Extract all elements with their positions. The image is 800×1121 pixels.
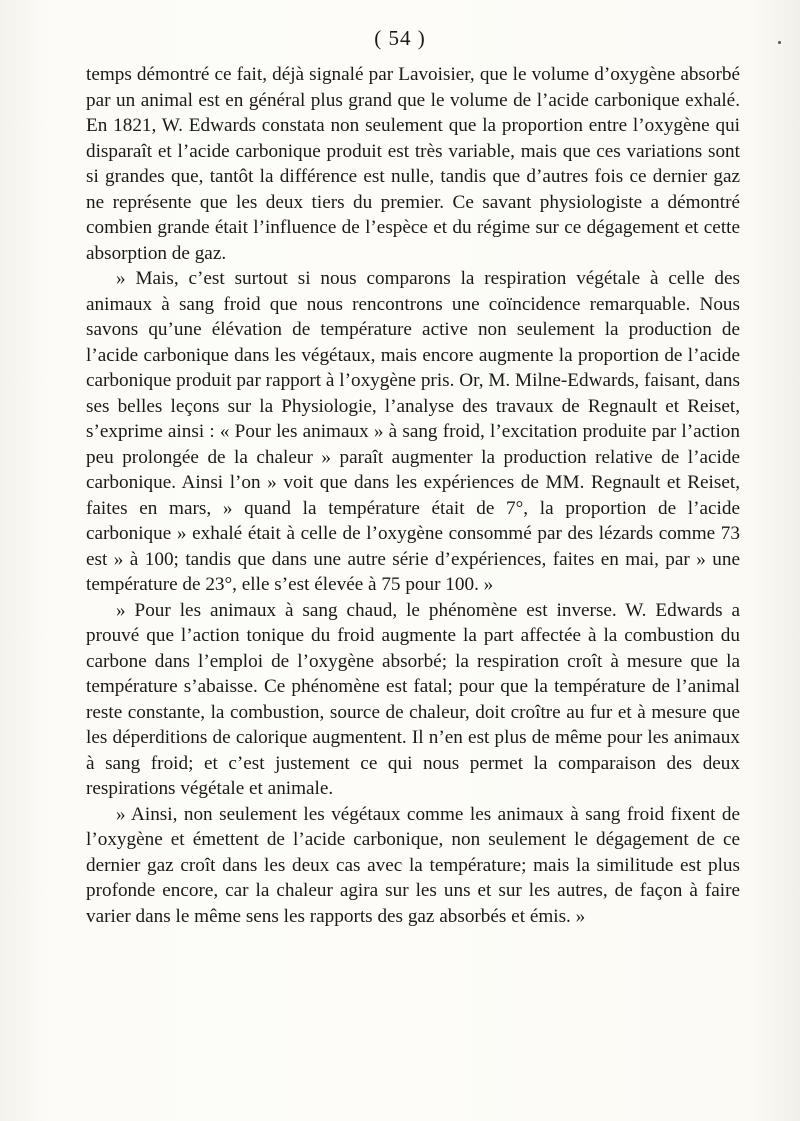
paragraph: temps démontré ce fait, déjà signalé par Lavoisier, que le volume d’oxygène absorbé par un animal est en général plus grand que le volume de l’acide carbonique exhalé. En 1821, W. Edwards constata non seulement que la proportion entre l’oxygène qui disparaît et l’acide carbonique produit est très variable, mais que ces variations sont si grandes que, tantôt la différence est nulle, tandis que d’autres fois ce dernier gaz ne représente que les deux tiers du premier. Ce savant physiologiste a démontré combien grande était l’influence de l’espèce et du régime sur ce dégagement et cette absorption de gaz. (86, 64, 740, 264)
ink-speck (778, 41, 781, 44)
paragraph: » Ainsi, non seulement les végétaux comme les animaux à sang froid fixent de l’oxygène et émettent de l’acide carbonique, non seulement le dégagement de ce dernier gaz croît dans les deux cas avec la température; mais la similitude est plus profonde encore, car la chaleur agira sur les uns et sur les autres, de façon à faire varier dans le même sens les rapports des gaz absorbés et émis. » (86, 803, 740, 927)
paragraph: » Pour les animaux à sang chaud, le phénomène est inverse. W. Edwards a prouvé que l’action tonique du froid augmente la part affectée à la combustion du carbone dans l’emploi de l’oxygène absorbé; la respiration croît à mesure que la température s’abaisse. Ce phénomène est fatal; pour que la température de l’animal reste constante, la combustion, source de chaleur, doit croître au fur et à mesure que les déperditions de calorique augmentent. Il n’en est plus de même pour les animaux à sang froid; et c’est justement ce qui nous permet la comparaison des deux respirations végétale et animale. (86, 599, 740, 799)
body-text (86, 62, 740, 929)
paragraph: » Mais, c’est surtout si nous comparons la respiration végétale à celle des animaux à sang froid que nous rencontrons une coïncidence remarquable. Nous savons qu’une élévation de température active non seulement la production de l’acide carbonique dans les végétaux, mais encore augmente la proportion de l’acide carbonique produit par rapport à l’oxygène pris. Or, M. Milne-Edwards, faisant, dans ses belles leçons sur la Physiologie, l’analyse des travaux de Regnault et Reiset, s’exprime ainsi : « Pour les animaux » à sang froid, l’excitation produite par l’action peu prolongée de la chaleur » paraît augmenter la production relative de l’acide carbonique. Ainsi l’on » voit que dans les expériences de MM. Regnault et Reiset, faites en mars, » quand la température était de 7°, la proportion de l’acide carbonique » exhalé était à celle de l’oxygène consommé par des lézards comme 73 est » à 100; tandis que dans une autre série d’expériences, faites en mai, par » une température de 23°, elle s’est élevée à 75 pour 100. » (86, 268, 740, 595)
page-number: ( 54 ) (374, 26, 426, 50)
